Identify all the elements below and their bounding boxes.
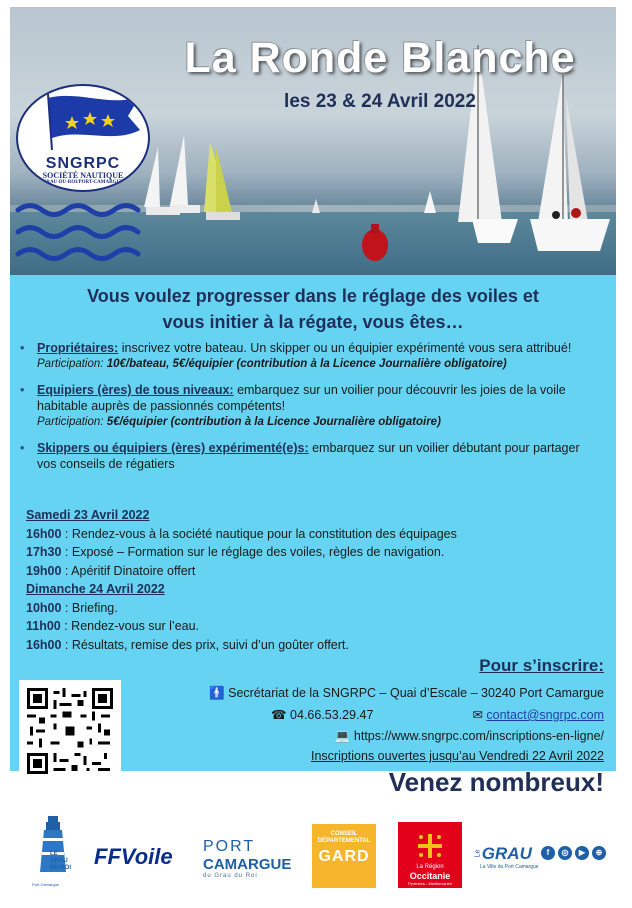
- closing-call: Venez nombreux!: [388, 767, 604, 797]
- schedule-text: : Briefing.: [61, 600, 118, 615]
- phone-line: [271, 707, 373, 722]
- address-line: [209, 686, 604, 701]
- event-title: La Ronde Blanche: [184, 34, 576, 82]
- bullet-icon: •: [20, 441, 25, 455]
- schedule-item: [26, 617, 586, 636]
- schedule-text: : Rendez-vous sur l’eau.: [60, 619, 200, 633]
- schedule-text: : Exposé – Formation sur le réglage des voiles, règles de navigation.: [61, 545, 445, 559]
- gard-title: GARD: [318, 848, 370, 865]
- participation-label: Participation:: [37, 416, 107, 428]
- schedule-time: 11h00: [26, 619, 61, 633]
- schedule-item: [26, 636, 586, 655]
- participation-fee: [37, 356, 600, 372]
- qr-code-icon: [27, 688, 113, 774]
- participation-label: Participation:: [37, 358, 107, 370]
- phone-number: 04.66.53.29.47: [290, 708, 374, 722]
- schedule-time: 16h00: [26, 526, 62, 541]
- port-camargue-logo: [203, 838, 291, 879]
- email-line: [472, 707, 604, 722]
- person-icon: 🚹: [209, 686, 229, 700]
- club-logo-tagline: GRAU-DU-ROI/PORT-CAMARGUE: [42, 180, 124, 185]
- schedule: [26, 506, 586, 654]
- facebook-icon[interactable]: f: [541, 846, 555, 860]
- le-grau-tagline: La Ville du Port Camargue: [480, 864, 539, 870]
- list-item: [20, 340, 600, 372]
- grau-du-roi-text: GRAU: [50, 858, 68, 864]
- grau-du-roi-text: DU ROI: [50, 865, 71, 871]
- occitanie-title: Occitanie: [409, 871, 451, 881]
- participation-fee: [37, 414, 600, 430]
- headline-line-1: Vous voulez progresser dans le réglage des voiles et: [87, 286, 539, 306]
- port-camargue-tagline: du Grau du Roi: [203, 873, 258, 879]
- email-link[interactable]: contact@sngrpc.com: [486, 708, 604, 722]
- gard-logo: [312, 824, 376, 888]
- port-camargue-text: PORT: [203, 838, 256, 855]
- schedule-time: 17h30: [26, 545, 62, 559]
- schedule-text: : Résultats, remise des prix, suivi d’un goûter offert.: [61, 637, 349, 652]
- register-title: Pour s’inscrire:: [479, 656, 604, 675]
- instagram-icon[interactable]: ◎: [558, 846, 572, 860]
- youtube-icon[interactable]: ▶: [575, 846, 589, 860]
- schedule-item: [26, 525, 586, 544]
- audience-text: embarquez sur un voilier débutant pour partager vos conseils de régatiers: [37, 441, 580, 471]
- bullet-icon: •: [20, 383, 25, 397]
- bullet-icon: •: [20, 341, 25, 355]
- event-dates: les 23 & 24 Avril 2022: [284, 91, 476, 112]
- website-link[interactable]: https://www.sngrpc.com/inscriptions-en-ligne/: [353, 729, 604, 743]
- club-logo-name: SNGRPC: [45, 155, 121, 172]
- audience-text: inscrivez votre bateau. Un skipper ou un équipier expérimenté vous sera attribué!: [118, 341, 572, 355]
- audience-title: Equipiers (ères) de tous niveaux:: [37, 383, 234, 397]
- mail-icon: ✉: [472, 708, 487, 722]
- le-grau-text: Le: [474, 849, 482, 858]
- waves-decoration: [12, 196, 152, 270]
- ffvoile-text-b: Voile: [120, 844, 173, 869]
- ffvoile-logo: [94, 844, 173, 870]
- grau-du-roi-tagline: Port Camargue: [32, 882, 60, 887]
- qr-code[interactable]: [19, 680, 121, 782]
- schedule-day-2: Dimanche 24 Avril 2022: [26, 582, 165, 596]
- laptop-icon: 💻: [334, 729, 354, 743]
- audience-title: Skippers ou équipiers (ères) expérimenté(e)s:: [37, 441, 309, 455]
- occitanie-logo: [398, 822, 462, 888]
- phone-icon: ☎: [271, 708, 291, 722]
- schedule-item: [26, 562, 586, 581]
- occitanie-tagline: Pyrénées - Méditerranée: [407, 881, 453, 886]
- headline-line-2: vous initier à la régate, vous êtes…: [162, 312, 464, 332]
- registration-deadline: Inscriptions ouvertes jusqu’au Vendredi 22 Avril 2022: [310, 749, 604, 763]
- gard-text: CONSEIL DÉPARTEMENTAL: [317, 831, 371, 844]
- schedule-item: [26, 543, 586, 562]
- schedule-time: 16h00: [26, 637, 62, 652]
- web-icon[interactable]: ⊕: [592, 846, 606, 860]
- schedule-text: : Apéritif Dinatoire offert: [61, 563, 196, 578]
- club-logo-subtitle: SOCIÉTÉ NAUTIQUE: [42, 171, 124, 180]
- grau-du-roi-text: LE: [50, 851, 58, 857]
- schedule-text: : Rendez-vous à la société nautique pour la constitution des équipages: [61, 526, 457, 541]
- le-grau-logo: [474, 844, 539, 870]
- schedule-item: [26, 599, 586, 618]
- club-logo: [16, 84, 150, 192]
- occitanie-text: La Région: [416, 864, 444, 870]
- list-item: [20, 440, 600, 472]
- audience-list: [20, 340, 600, 482]
- occitan-cross-icon: [416, 832, 444, 860]
- audience-text: embarquez sur un voilier pour découvrir les joies de la voile habitable auprès de passionnés compétents!: [37, 383, 566, 413]
- address-text: Secrétariat de la SNGRPC – Quai d’Escale – 30240 Port Camargue: [228, 686, 604, 700]
- website-line: [335, 729, 604, 744]
- schedule-day-1: Samedi 23 Avril 2022: [26, 508, 150, 522]
- grau-du-roi-logo: [32, 814, 76, 900]
- port-camargue-text: CAMARGUE: [203, 856, 292, 873]
- participation-amount: 10€/bateau, 5€/équipier (contribution à la Licence Journalière obligatoire): [106, 358, 507, 370]
- schedule-time: 19h00: [26, 563, 62, 578]
- participation-amount: 5€/équipier (contribution à la Licence Journalière obligatoire): [106, 416, 441, 428]
- schedule-time: 10h00: [26, 600, 62, 615]
- le-grau-title: GRAU: [481, 844, 532, 863]
- list-item: [20, 382, 600, 430]
- audience-title: Propriétaires:: [37, 341, 119, 355]
- headline: [10, 283, 616, 335]
- ffvoile-text-a: FF: [94, 844, 121, 869]
